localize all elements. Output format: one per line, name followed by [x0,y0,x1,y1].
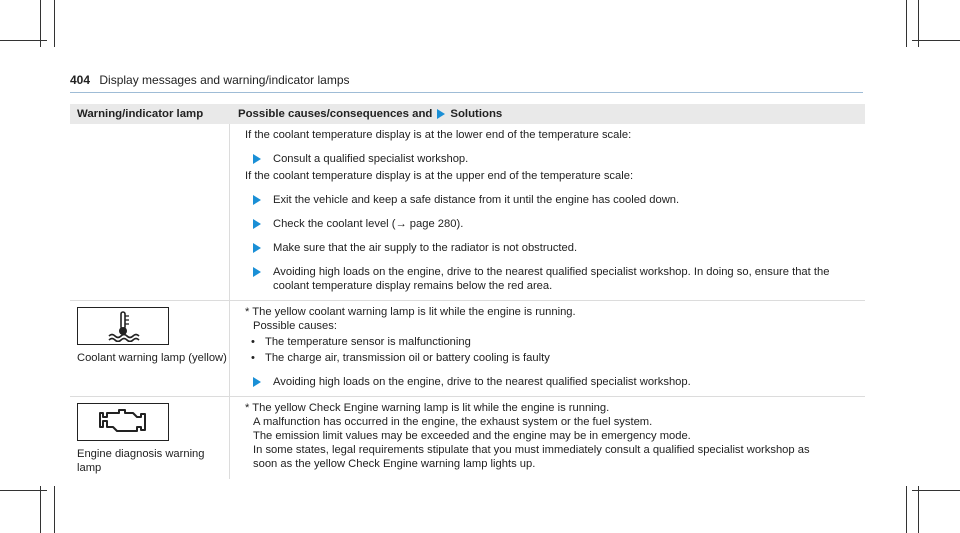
action-arrow-icon [253,154,261,164]
page-title: Display messages and warning/indicator lamps [99,73,350,87]
action-text: Avoiding high loads on the engine, drive to the nearest qualified specialist workshop. [273,376,691,388]
description-text: If the coolant temperature display is at the lower end of the temperature scale: [245,129,632,141]
column-header-causes-label: Possible causes/consequences and [238,108,433,120]
action-step [245,375,857,389]
crop-mark [0,490,47,491]
description-text: In some states, legal requirements stipulate that you must immediately consult a qualified specialist workshop as [253,444,810,456]
action-step [245,217,857,231]
bullet-icon: • [251,336,255,348]
action-text [273,265,829,293]
crop-mark [54,0,55,47]
list-item [245,351,857,365]
action-step [245,241,857,255]
lamp-cell [70,397,230,479]
table-row [70,397,865,479]
list-item-text: The temperature sensor is malfunctioning [265,336,471,348]
crop-mark [912,490,960,491]
column-header-causes [230,107,502,121]
column-header-solutions-label: Solutions [450,108,503,120]
action-text-line: coolant temperature display remains below the red area. [273,280,553,292]
action-text-line: Avoiding high loads on the engine, drive to the nearest qualified specialist workshop. In doing so, ensure that the [273,266,830,278]
action-arrow-icon [437,109,445,119]
page-number: 404 [70,73,91,87]
description-cell [230,397,865,479]
crop-mark [54,486,55,533]
description-text: A malfunction has occurred in the engine, the exhaust system or the fuel system. [253,416,653,428]
action-text: Exit the vehicle and keep a safe distance from it until the engine has cooled down. [273,194,680,206]
crop-mark [40,486,41,533]
description-text: soon as the yellow Check Engine warning lamp lights up. [253,458,536,470]
action-arrow-icon [253,377,261,387]
lamp-caption: Engine diagnosis warning lamp [77,448,205,474]
column-header-lamp: Warning/indicator lamp [77,108,204,120]
lamp-cell [70,301,230,396]
description-text: * The yellow coolant warning lamp is lit while the engine is running. [245,306,576,318]
warning-lamp-table [70,104,865,479]
coolant-temperature-icon [77,307,169,345]
action-arrow-icon [253,219,261,229]
crop-mark [906,486,907,533]
action-text: Make sure that the air supply to the radiator is not obstructed. [273,242,578,254]
check-engine-icon [77,403,169,441]
description-text: * The yellow Check Engine warning lamp is lit while the engine is running. [245,402,610,414]
action-step [245,193,857,207]
page-header [70,73,350,87]
action-arrow-icon [253,195,261,205]
bullet-icon: • [251,352,255,364]
description-cell [230,124,865,300]
table-row [70,124,865,301]
crop-mark [0,40,47,41]
crop-mark [918,486,919,533]
action-arrow-icon [253,267,261,277]
crop-mark [906,0,907,47]
action-step [245,152,857,166]
causes-label: Possible causes: [253,320,337,332]
lamp-caption: Coolant warning lamp (yellow) [77,352,227,364]
description-cell [230,301,865,396]
action-arrow-icon [253,243,261,253]
action-text[interactable]: Check the coolant level (→ page 280). [273,218,464,230]
description-text: The emission limit values may be exceeded and the engine may be in emergency mode. [253,430,691,442]
table-header [70,104,865,124]
header-rule [70,92,863,93]
table-row [70,301,865,397]
list-item [245,335,857,349]
description-text: If the coolant temperature display is at the upper end of the temperature scale: [245,170,634,182]
list-item-text: The charge air, transmission oil or battery cooling is faulty [265,352,550,364]
lamp-cell [70,124,230,300]
action-step [245,265,857,293]
crop-mark [912,40,960,41]
action-text: Consult a qualified specialist workshop. [273,153,469,165]
